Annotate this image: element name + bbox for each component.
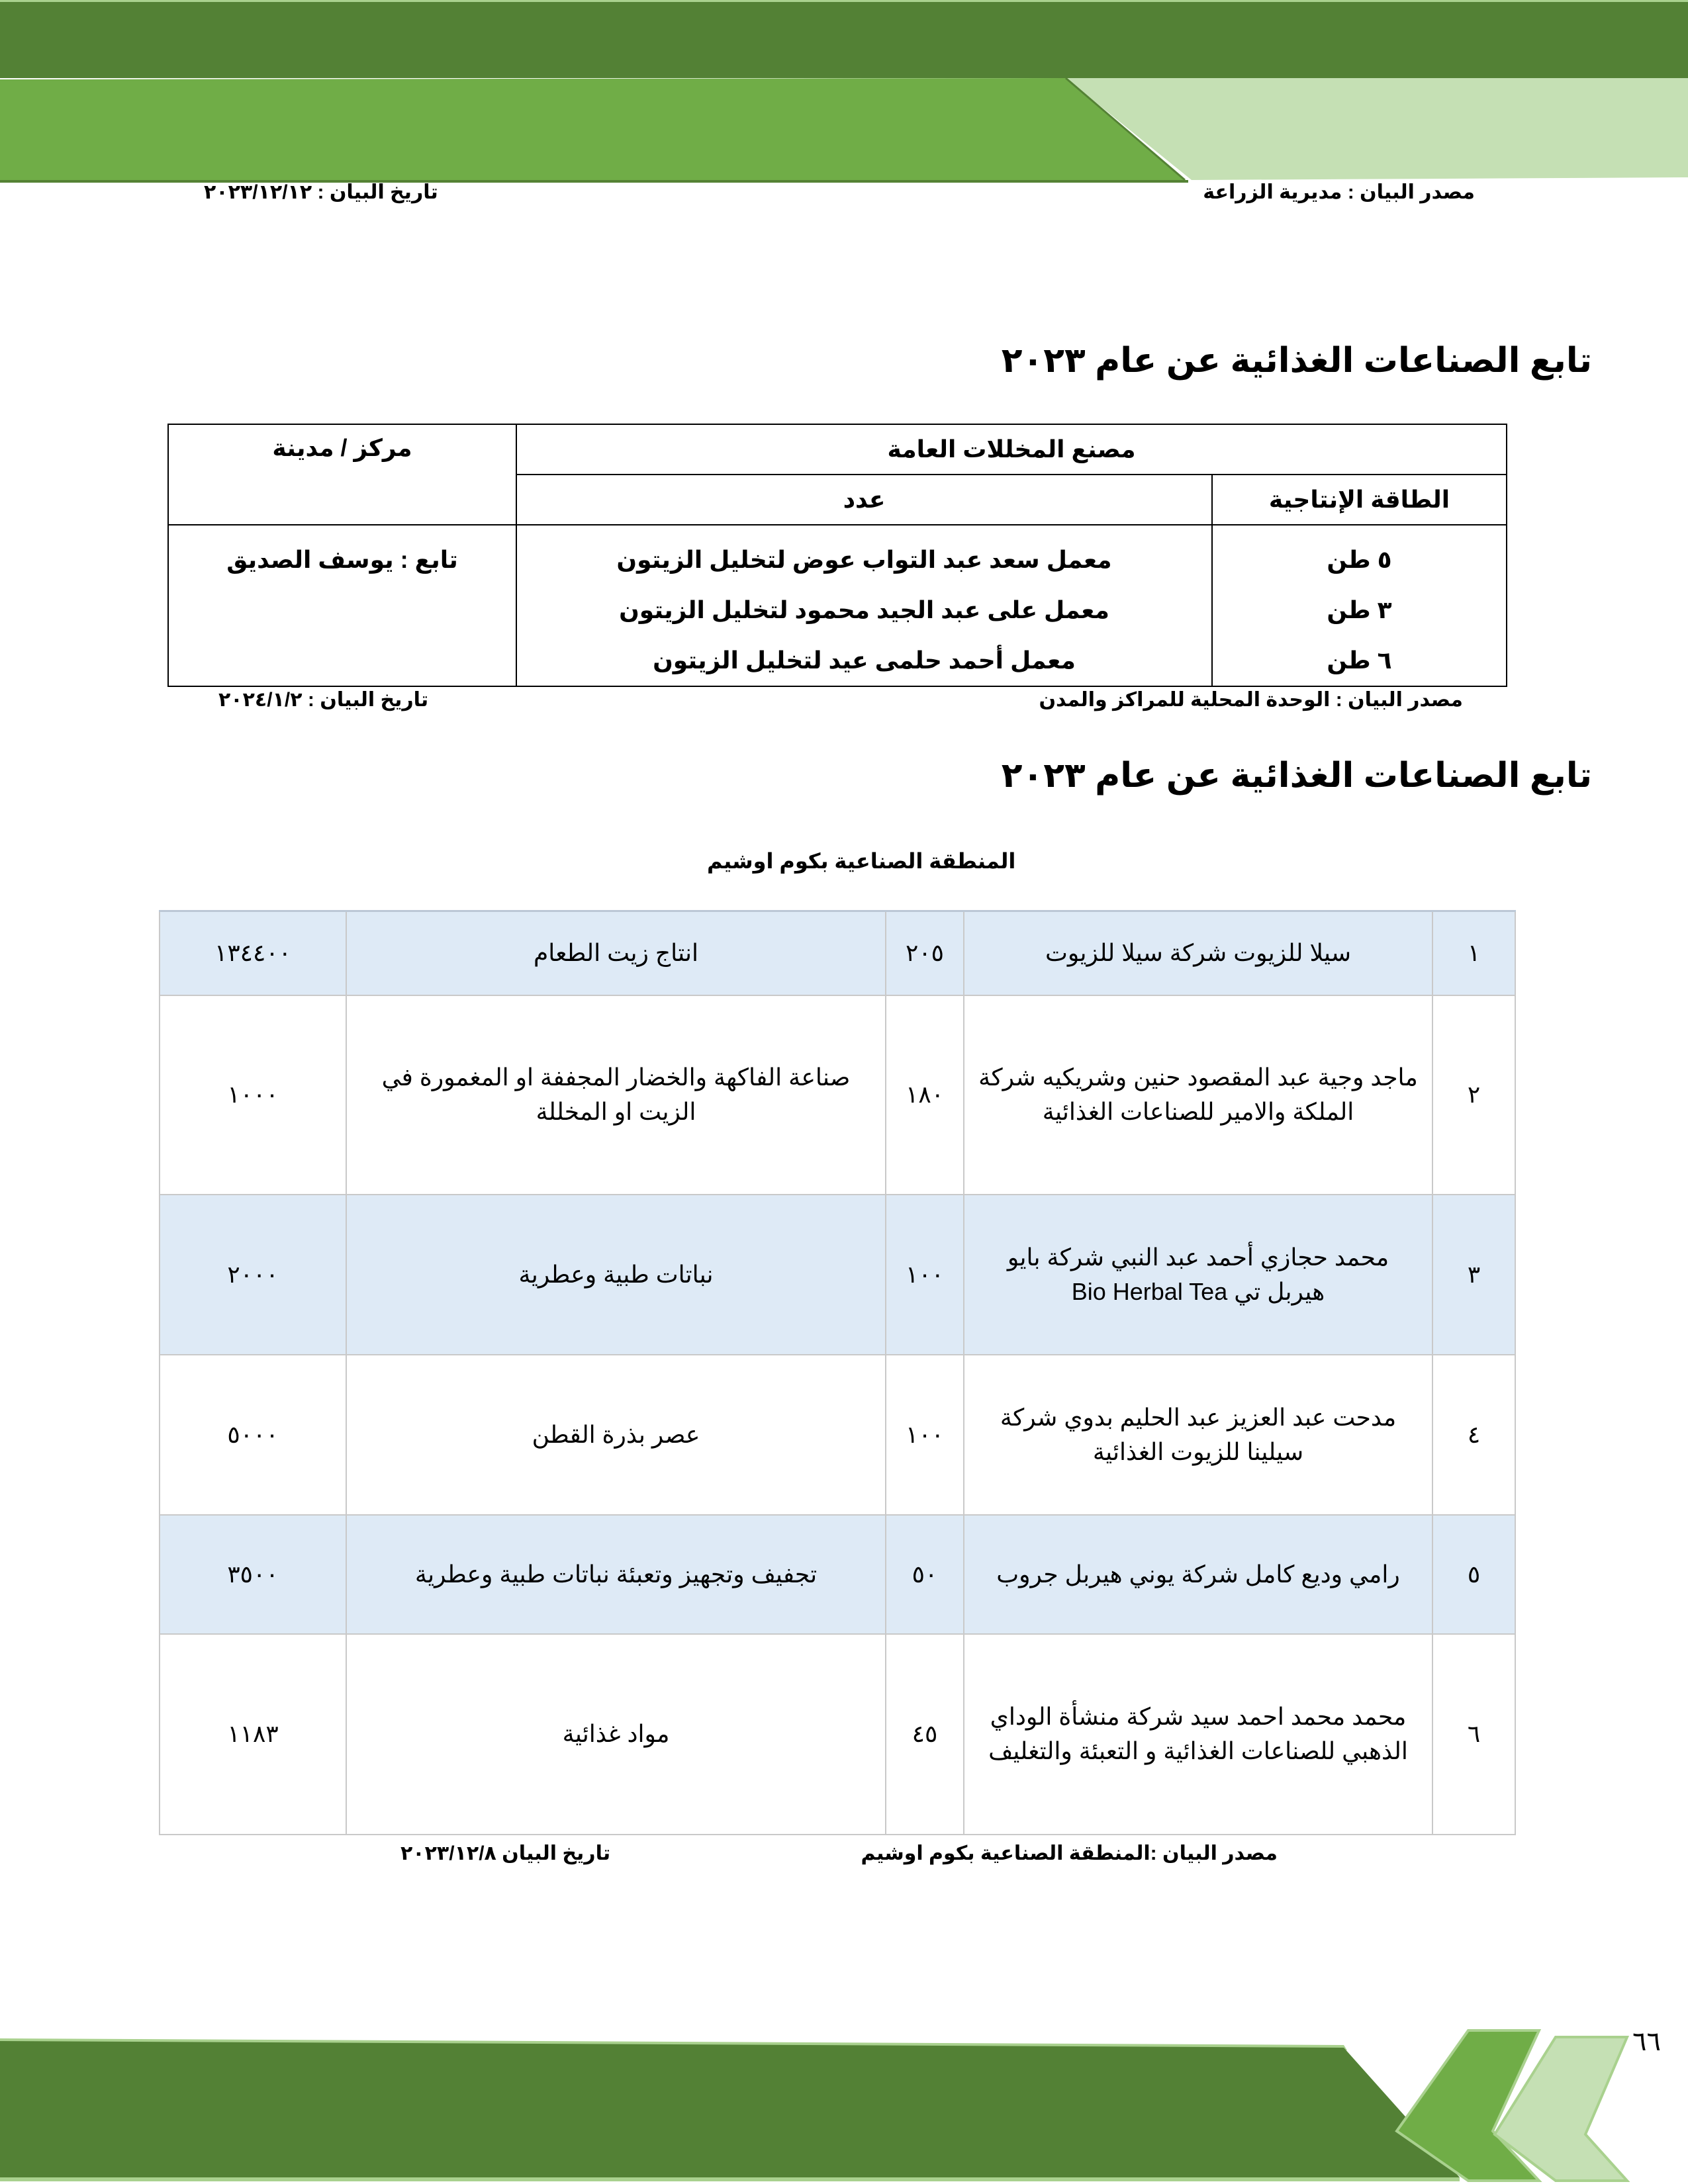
header-mid-band: [0, 78, 1185, 182]
section2-source: مصدر البيان :المنطقة الصناعية بكوم اوشيم: [861, 1843, 1278, 1864]
capacity-value: ٣ طن: [1327, 596, 1392, 623]
header-col-capacity: الطاقة الإنتاجية: [1212, 475, 1507, 525]
header-banner: [0, 0, 1688, 192]
workers-count: ١٨٠: [886, 995, 964, 1195]
company-name: سيلا للزيوت شركة سيلا للزيوت: [964, 911, 1432, 995]
activity: عصر بذرة القطن: [346, 1355, 886, 1515]
factory-name: معمل سعد عبد التواب عوض لتخليل الزيتون: [616, 546, 1112, 573]
city-cell: [168, 525, 516, 686]
section2-title: تابع الصناعات الغذائية عن عام ٢٠٢٣: [1001, 756, 1592, 795]
section1-date: تاريخ البيان : ٢٠٢٤/١/٢: [218, 689, 429, 711]
pickles-factories-table: [167, 424, 1507, 687]
row-number: ٥: [1432, 1515, 1515, 1634]
row-number: ٢: [1432, 995, 1515, 1195]
header-date: تاريخ البيان : ٢٠٢٣/١٢/١٢: [204, 181, 438, 203]
workers-count: ٥٠: [886, 1515, 964, 1634]
section2-date: تاريخ البيان ٢٠٢٣/١٢/٨: [400, 1843, 611, 1864]
table-row: [160, 1515, 1515, 1634]
capacity-value: ٥ طن: [1327, 546, 1392, 573]
table-row: [160, 995, 1515, 1195]
table-row: [160, 1634, 1515, 1835]
table-row: [160, 1355, 1515, 1515]
workers-count: ١٠٠: [886, 1355, 964, 1515]
capacity: ١٣٤٤٠٠: [160, 911, 346, 995]
capacity: ٥٠٠٠: [160, 1355, 346, 1515]
section1-title: تابع الصناعات الغذائية عن عام ٢٠٢٣: [1001, 341, 1592, 380]
company-name: رامي وديع كامل شركة يوني هيربل جروب: [964, 1515, 1432, 1634]
company-name: محمد حجازي أحمد عبد النبي شركة بايو هيربل تي Bio Herbal Tea: [964, 1195, 1432, 1355]
row-number: ١: [1432, 911, 1515, 995]
capacity-cell: [1212, 525, 1507, 686]
footer-banner: [0, 2012, 1688, 2184]
activity: صناعة الفاكهة والخضار المجففة او المغمورة في الزيت او المخللة: [346, 995, 886, 1195]
capacity: ٣٥٠٠: [160, 1515, 346, 1634]
section2-subtitle: المنطقة الصناعية بكوم اوشيم: [707, 849, 1016, 873]
company-name: مدحت عبد العزيز عبد الحليم بدوي شركة سيلينا للزيوت الغذائية: [964, 1355, 1432, 1515]
activity: تجفيف وتجهيز وتعبئة نباتات طبية وعطرية: [346, 1515, 886, 1634]
capacity: ٢٠٠٠: [160, 1195, 346, 1355]
section1-source: مصدر البيان : الوحدة المحلية للمراكز والمدن: [1039, 689, 1463, 711]
header-col-city: مركز / مدينة: [168, 424, 516, 525]
factory-name: معمل على عبد الجيد محمود لتخليل الزيتون: [619, 596, 1109, 623]
row-number: ٣: [1432, 1195, 1515, 1355]
factory-names-cell: [516, 525, 1212, 686]
header-top-band: [0, 0, 1688, 78]
table-row: [160, 1195, 1515, 1355]
capacity: ١١٨٣: [160, 1634, 346, 1835]
company-name: ماجد وجية عبد المقصود حنين وشريكيه شركة الملكة والامير للصناعات الغذائية: [964, 995, 1432, 1195]
row-number: ٦: [1432, 1634, 1515, 1835]
factory-name: معمل أحمد حلمى عيد لتخليل الزيتون: [653, 647, 1076, 674]
capacity-value: ٦ طن: [1327, 647, 1392, 674]
header-col-count: عدد: [516, 475, 1212, 525]
activity: انتاج زيت الطعام: [346, 911, 886, 995]
workers-count: ١٠٠: [886, 1195, 964, 1355]
header-source: مصدر البيان : مديرية الزراعة: [1203, 181, 1475, 203]
page-number: ٦٦: [1632, 2027, 1661, 2056]
row-number: ٤: [1432, 1355, 1515, 1515]
workers-count: ٤٥: [886, 1634, 964, 1835]
footer-dark-band: [0, 2041, 1460, 2177]
activity: نباتات طبية وعطرية: [346, 1195, 886, 1355]
capacity: ١٠٠٠: [160, 995, 346, 1195]
header-col-group: مصنع المخللات العامة: [516, 424, 1507, 475]
city-value: تابع : يوسف الصديق: [226, 546, 458, 573]
company-name: محمد محمد احمد سيد شركة منشأة الوداي الذهبي للصناعات الغذائية و التعبئة والتغليف: [964, 1634, 1432, 1835]
workers-count: ٢٠٥: [886, 911, 964, 995]
activity: مواد غذائية: [346, 1634, 886, 1835]
industrial-zone-table: [159, 910, 1516, 1835]
table-row: [160, 911, 1515, 995]
